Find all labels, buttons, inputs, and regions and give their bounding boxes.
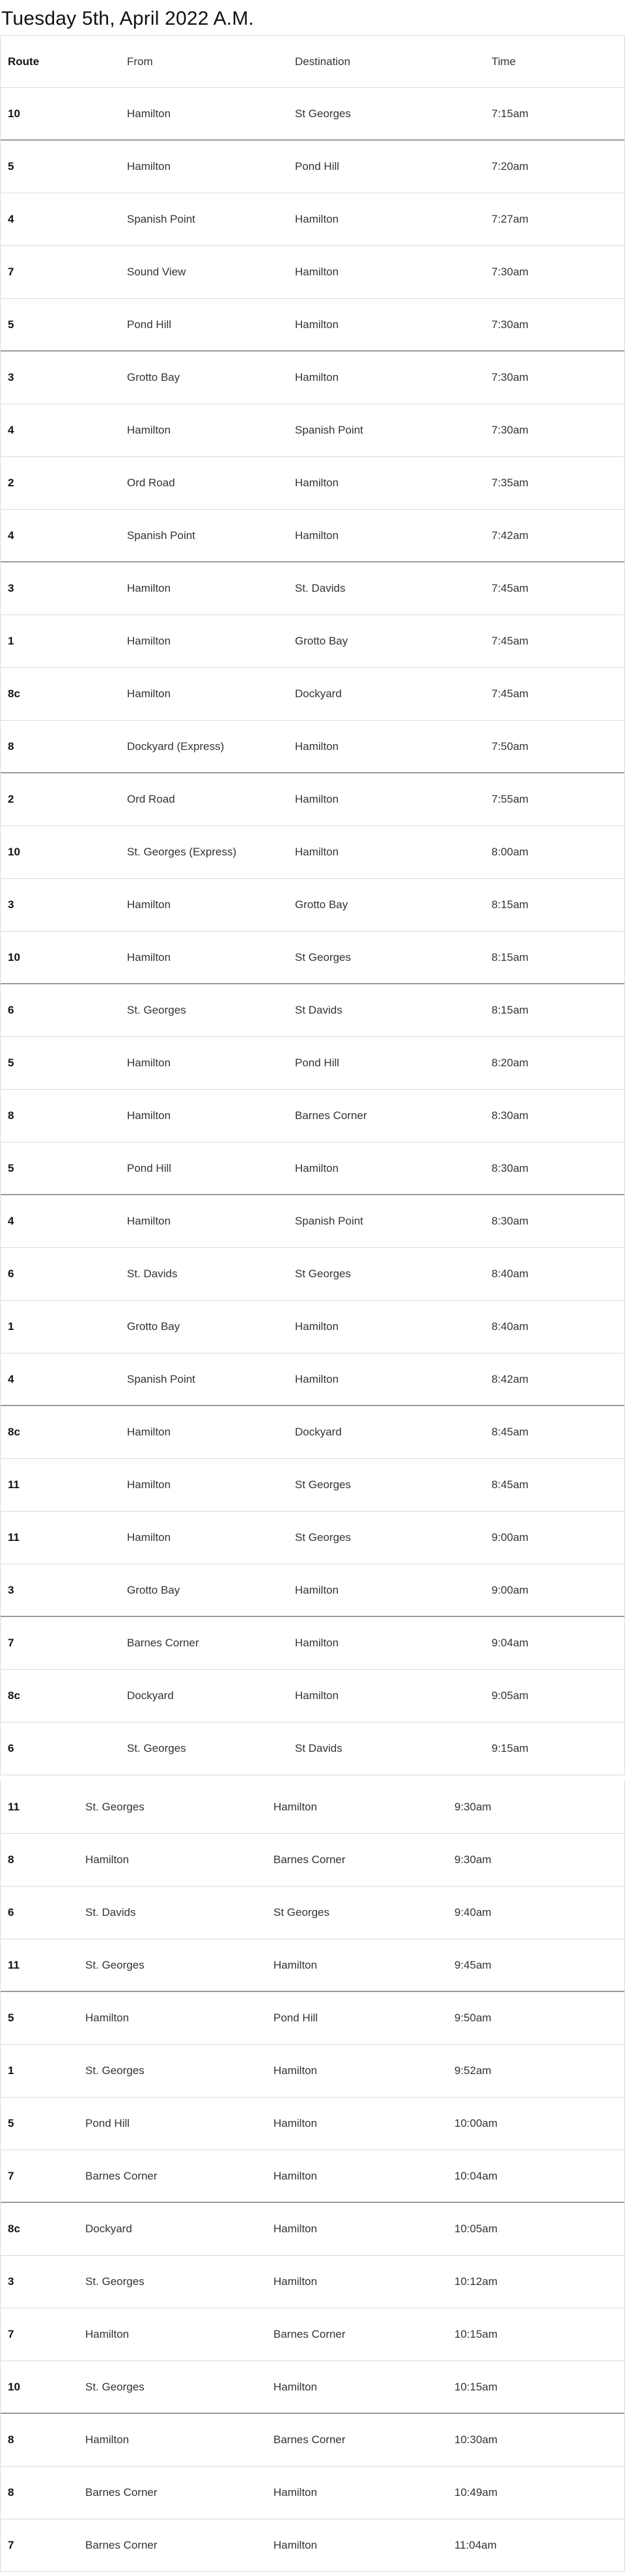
destination-cell: Barnes Corner <box>273 2328 346 2340</box>
table-row <box>1 879 624 932</box>
route-cell: 6 <box>8 1906 14 1918</box>
destination-cell: Hamilton <box>295 1320 339 1333</box>
from-cell: St. Georges <box>127 1742 186 1754</box>
destination-cell: Hamilton <box>273 2064 318 2077</box>
table-row <box>1 668 624 721</box>
destination-cell: Hamilton <box>295 793 339 805</box>
from-cell: Hamilton <box>127 582 171 594</box>
route-cell: 11 <box>8 1478 20 1491</box>
from-cell: Grotto Bay <box>127 1584 180 1596</box>
destination-cell: Grotto Bay <box>295 635 348 647</box>
destination-cell: Hamilton <box>295 846 339 858</box>
destination-cell: Dockyard <box>295 687 342 700</box>
table-row <box>1 1564 624 1617</box>
from-cell: Hamilton <box>127 1109 171 1122</box>
route-cell: 7 <box>8 2170 14 2182</box>
from-cell: Hamilton <box>127 107 171 120</box>
table-row <box>1 1353 624 1406</box>
time-cell: 11:04am <box>454 2539 497 2551</box>
destination-cell: St Georges <box>295 107 351 120</box>
from-cell: St. Georges <box>127 1004 186 1016</box>
table-body-main <box>1 88 624 1775</box>
route-cell: 5 <box>8 2117 14 2129</box>
table-row <box>1 141 624 193</box>
destination-cell: Hamilton <box>273 2275 318 2288</box>
from-cell: Grotto Bay <box>127 1320 180 1333</box>
from-cell: Hamilton <box>127 424 171 436</box>
destination-cell: St. Davids <box>295 582 346 594</box>
destination-cell: St Georges <box>295 1267 351 1280</box>
route-cell: 6 <box>8 1004 14 1016</box>
route-cell: 5 <box>8 1162 14 1174</box>
table-row <box>1 88 624 141</box>
from-cell: Hamilton <box>127 160 171 173</box>
from-cell: Hamilton <box>85 1853 130 1866</box>
time-cell: 9:50am <box>454 2012 492 2024</box>
time-cell: 8:30am <box>492 1162 529 1174</box>
time-cell: 9:30am <box>454 1853 492 1866</box>
destination-cell: Hamilton <box>295 529 339 542</box>
table-row <box>1 1301 624 1353</box>
route-cell: 10 <box>8 2381 20 2393</box>
table-row <box>1 2150 624 2203</box>
time-cell: 8:40am <box>492 1267 529 1280</box>
time-cell: 8:40am <box>492 1320 529 1333</box>
table-row <box>1 1834 624 1887</box>
from-cell: St. Georges <box>85 2064 145 2077</box>
from-cell: Ord Road <box>127 477 175 489</box>
from-cell: Hamilton <box>127 1426 171 1438</box>
route-cell: 8 <box>8 1853 14 1866</box>
table-row <box>1 2045 624 2098</box>
from-cell: Grotto Bay <box>127 371 180 383</box>
time-cell: 7:42am <box>492 529 529 542</box>
table-row <box>1 2414 624 2467</box>
from-cell: Hamilton <box>127 1215 171 1227</box>
table-row <box>1 352 624 404</box>
route-cell: 8c <box>8 2223 20 2235</box>
route-cell: 4 <box>8 213 14 225</box>
table-row <box>1 457 624 510</box>
route-cell: 7 <box>8 2328 14 2340</box>
destination-cell: Hamilton <box>273 2117 318 2129</box>
from-cell: St. Georges <box>85 2275 145 2288</box>
destination-cell: Grotto Bay <box>295 898 348 911</box>
schedule-table-continued <box>0 1781 625 2572</box>
table-row <box>1 1992 624 2045</box>
time-cell: 7:15am <box>492 107 529 120</box>
from-cell: Hamilton <box>85 2433 130 2446</box>
time-cell: 9:30am <box>454 1801 492 1813</box>
from-cell: Dockyard <box>85 2223 132 2235</box>
from-cell: Hamilton <box>127 898 171 911</box>
route-cell: 1 <box>8 1320 14 1333</box>
table-row <box>1 1670 624 1723</box>
table-row <box>1 2308 624 2361</box>
route-cell: 6 <box>8 1267 14 1280</box>
route-cell: 1 <box>8 2064 14 2077</box>
route-cell: 4 <box>8 529 14 542</box>
from-cell: Barnes Corner <box>85 2486 158 2499</box>
table-row <box>1 193 624 246</box>
time-cell: 7:20am <box>492 160 529 173</box>
destination-cell: Hamilton <box>295 1689 339 1702</box>
destination-cell: Hamilton <box>295 266 339 278</box>
route-cell: 7 <box>8 266 14 278</box>
from-cell: St. Georges <box>85 1801 145 1813</box>
from-cell: Hamilton <box>85 2328 130 2340</box>
route-cell: 3 <box>8 898 14 911</box>
table-row <box>1 1090 624 1143</box>
time-cell: 7:50am <box>492 740 529 753</box>
route-cell: 2 <box>8 477 14 489</box>
from-cell: Spanish Point <box>127 1373 195 1385</box>
route-cell: 7 <box>8 2539 14 2551</box>
route-cell: 11 <box>8 1959 20 1971</box>
time-cell: 10:12am <box>454 2275 498 2288</box>
table-row <box>1 1781 624 1834</box>
table-row <box>1 510 624 562</box>
route-cell: 8 <box>8 2433 14 2446</box>
page-title: Tuesday 5th, April 2022 A.M. <box>1 8 255 29</box>
time-cell: 9:05am <box>492 1689 529 1702</box>
destination-cell: St Georges <box>295 1478 351 1491</box>
time-cell: 10:04am <box>454 2170 498 2182</box>
destination-cell: Barnes Corner <box>273 1853 346 1866</box>
destination-cell: Dockyard <box>295 1426 342 1438</box>
table-row <box>1 984 624 1037</box>
from-cell: Pond Hill <box>85 2117 130 2129</box>
from-cell: Ord Road <box>127 793 175 805</box>
route-cell: 3 <box>8 371 14 383</box>
destination-cell: St Georges <box>295 1531 351 1544</box>
destination-cell: Hamilton <box>295 213 339 225</box>
time-cell: 8:00am <box>492 846 529 858</box>
table-row <box>1 2519 624 2572</box>
from-cell: Spanish Point <box>127 213 195 225</box>
route-cell: 8c <box>8 1426 20 1438</box>
route-cell: 11 <box>8 1801 20 1813</box>
time-cell: 9:52am <box>454 2064 492 2077</box>
from-cell: Barnes Corner <box>127 1637 199 1649</box>
route-cell: 4 <box>8 1373 14 1385</box>
destination-cell: Spanish Point <box>295 424 363 436</box>
time-cell: 9:00am <box>492 1584 529 1596</box>
destination-cell: Hamilton <box>295 1584 339 1596</box>
destination-cell: Pond Hill <box>273 2012 318 2024</box>
from-cell: Pond Hill <box>127 1162 172 1174</box>
route-cell: 8c <box>8 687 20 700</box>
time-cell: 7:45am <box>492 582 529 594</box>
column-header-destination: Destination <box>295 55 351 68</box>
table-row <box>1 721 624 773</box>
route-cell: 8 <box>8 1109 14 1122</box>
from-cell: Barnes Corner <box>85 2170 158 2182</box>
destination-cell: Hamilton <box>295 740 339 753</box>
time-cell: 8:45am <box>492 1478 529 1491</box>
time-cell: 8:42am <box>492 1373 529 1385</box>
route-cell: 3 <box>8 1584 14 1596</box>
from-cell: Sound View <box>127 266 186 278</box>
destination-cell: St Davids <box>295 1004 342 1016</box>
route-cell: 5 <box>8 160 14 173</box>
column-header-from: From <box>127 55 153 68</box>
time-cell: 9:45am <box>454 1959 492 1971</box>
destination-cell: Hamilton <box>273 2170 318 2182</box>
time-cell: 7:45am <box>492 687 529 700</box>
table-row <box>1 404 624 457</box>
destination-cell: Hamilton <box>295 1162 339 1174</box>
destination-cell: Hamilton <box>295 477 339 489</box>
table-header <box>1 35 624 88</box>
time-cell: 7:45am <box>492 635 529 647</box>
table-row <box>1 1195 624 1248</box>
table-row <box>1 1512 624 1564</box>
route-cell: 11 <box>8 1531 20 1544</box>
time-cell: 8:30am <box>492 1109 529 1122</box>
from-cell: Hamilton <box>127 635 171 647</box>
time-cell: 9:15am <box>492 1742 529 1754</box>
table-row <box>1 1037 624 1090</box>
destination-cell: Pond Hill <box>295 160 340 173</box>
destination-cell: Hamilton <box>295 1373 339 1385</box>
destination-cell: St Georges <box>273 1906 329 1918</box>
table-row <box>1 615 624 668</box>
table-row <box>1 562 624 615</box>
time-cell: 10:30am <box>454 2433 498 2446</box>
from-cell: St. Georges <box>85 2381 145 2393</box>
destination-cell: Barnes Corner <box>273 2433 346 2446</box>
time-cell: 8:45am <box>492 1426 529 1438</box>
route-cell: 5 <box>8 1057 14 1069</box>
route-cell: 10 <box>8 951 20 963</box>
table-row <box>1 932 624 984</box>
schedule-table-main <box>0 35 625 1775</box>
route-cell: 5 <box>8 318 14 331</box>
time-cell: 7:30am <box>492 424 529 436</box>
route-cell: 3 <box>8 582 14 594</box>
time-cell: 7:30am <box>492 371 529 383</box>
time-cell: 8:15am <box>492 898 529 911</box>
time-cell: 10:15am <box>454 2381 498 2393</box>
time-cell: 7:30am <box>492 266 529 278</box>
from-cell: Spanish Point <box>127 529 195 542</box>
from-cell: Hamilton <box>85 2012 130 2024</box>
time-cell: 8:15am <box>492 951 529 963</box>
table-row <box>1 1939 624 1992</box>
table-row <box>1 1459 624 1512</box>
table-row <box>1 1248 624 1301</box>
table-row <box>1 1617 624 1670</box>
table-row <box>1 2256 624 2308</box>
from-cell: Hamilton <box>127 1478 171 1491</box>
time-cell: 9:40am <box>454 1906 492 1918</box>
from-cell: St. Georges <box>85 1959 145 1971</box>
destination-cell: Hamilton <box>273 2223 318 2235</box>
destination-cell: Hamilton <box>273 1959 318 1971</box>
time-cell: 10:00am <box>454 2117 498 2129</box>
time-cell: 7:35am <box>492 477 529 489</box>
destination-cell: Hamilton <box>295 318 339 331</box>
from-cell: St. Davids <box>85 1906 136 1918</box>
route-cell: 10 <box>8 846 20 858</box>
from-cell: St. Davids <box>127 1267 178 1280</box>
table-row <box>1 2098 624 2150</box>
from-cell: Hamilton <box>127 951 171 963</box>
destination-cell: Hamilton <box>273 2486 318 2499</box>
destination-cell: Hamilton <box>295 1637 339 1649</box>
route-cell: 1 <box>8 635 14 647</box>
route-cell: 4 <box>8 424 14 436</box>
route-cell: 7 <box>8 1637 14 1649</box>
time-cell: 10:05am <box>454 2223 498 2235</box>
destination-cell: St Davids <box>295 1742 342 1754</box>
time-cell: 9:04am <box>492 1637 529 1649</box>
table-row <box>1 1887 624 1939</box>
table-row <box>1 1406 624 1459</box>
column-header-time: Time <box>492 55 516 68</box>
from-cell: Hamilton <box>127 687 171 700</box>
destination-cell: Hamilton <box>273 1801 318 1813</box>
table-row <box>1 1723 624 1775</box>
destination-cell: Hamilton <box>295 371 339 383</box>
time-cell: 7:55am <box>492 793 529 805</box>
destination-cell: Spanish Point <box>295 1215 363 1227</box>
route-cell: 5 <box>8 2012 14 2024</box>
time-cell: 7:30am <box>492 318 529 331</box>
from-cell: Barnes Corner <box>85 2539 158 2551</box>
table-row <box>1 2361 624 2414</box>
from-cell: St. Georges (Express) <box>127 846 237 858</box>
route-cell: 6 <box>8 1742 14 1754</box>
route-cell: 3 <box>8 2275 14 2288</box>
column-header-route: Route <box>8 55 40 68</box>
time-cell: 7:27am <box>492 213 529 225</box>
table-row <box>1 826 624 879</box>
time-cell: 8:20am <box>492 1057 529 1069</box>
route-cell: 8 <box>8 740 14 753</box>
time-cell: 10:49am <box>454 2486 498 2499</box>
destination-cell: Hamilton <box>273 2539 318 2551</box>
route-cell: 10 <box>8 107 20 120</box>
table-body-continued <box>1 1781 624 2572</box>
table-row <box>1 773 624 826</box>
route-cell: 2 <box>8 793 14 805</box>
time-cell: 9:00am <box>492 1531 529 1544</box>
time-cell: 8:30am <box>492 1215 529 1227</box>
table-row <box>1 299 624 352</box>
from-cell: Hamilton <box>127 1057 171 1069</box>
destination-cell: Pond Hill <box>295 1057 340 1069</box>
from-cell: Pond Hill <box>127 318 172 331</box>
from-cell: Hamilton <box>127 1531 171 1544</box>
destination-cell: Hamilton <box>273 2381 318 2393</box>
table-row <box>1 2467 624 2519</box>
table-row <box>1 1143 624 1195</box>
route-cell: 8c <box>8 1689 20 1702</box>
time-cell: 8:15am <box>492 1004 529 1016</box>
route-cell: 8 <box>8 2486 14 2499</box>
table-row <box>1 246 624 299</box>
route-cell: 4 <box>8 1215 14 1227</box>
destination-cell: Barnes Corner <box>295 1109 367 1122</box>
from-cell: Dockyard <box>127 1689 174 1702</box>
destination-cell: St Georges <box>295 951 351 963</box>
from-cell: Dockyard (Express) <box>127 740 225 753</box>
table-row <box>1 2203 624 2256</box>
time-cell: 10:15am <box>454 2328 498 2340</box>
